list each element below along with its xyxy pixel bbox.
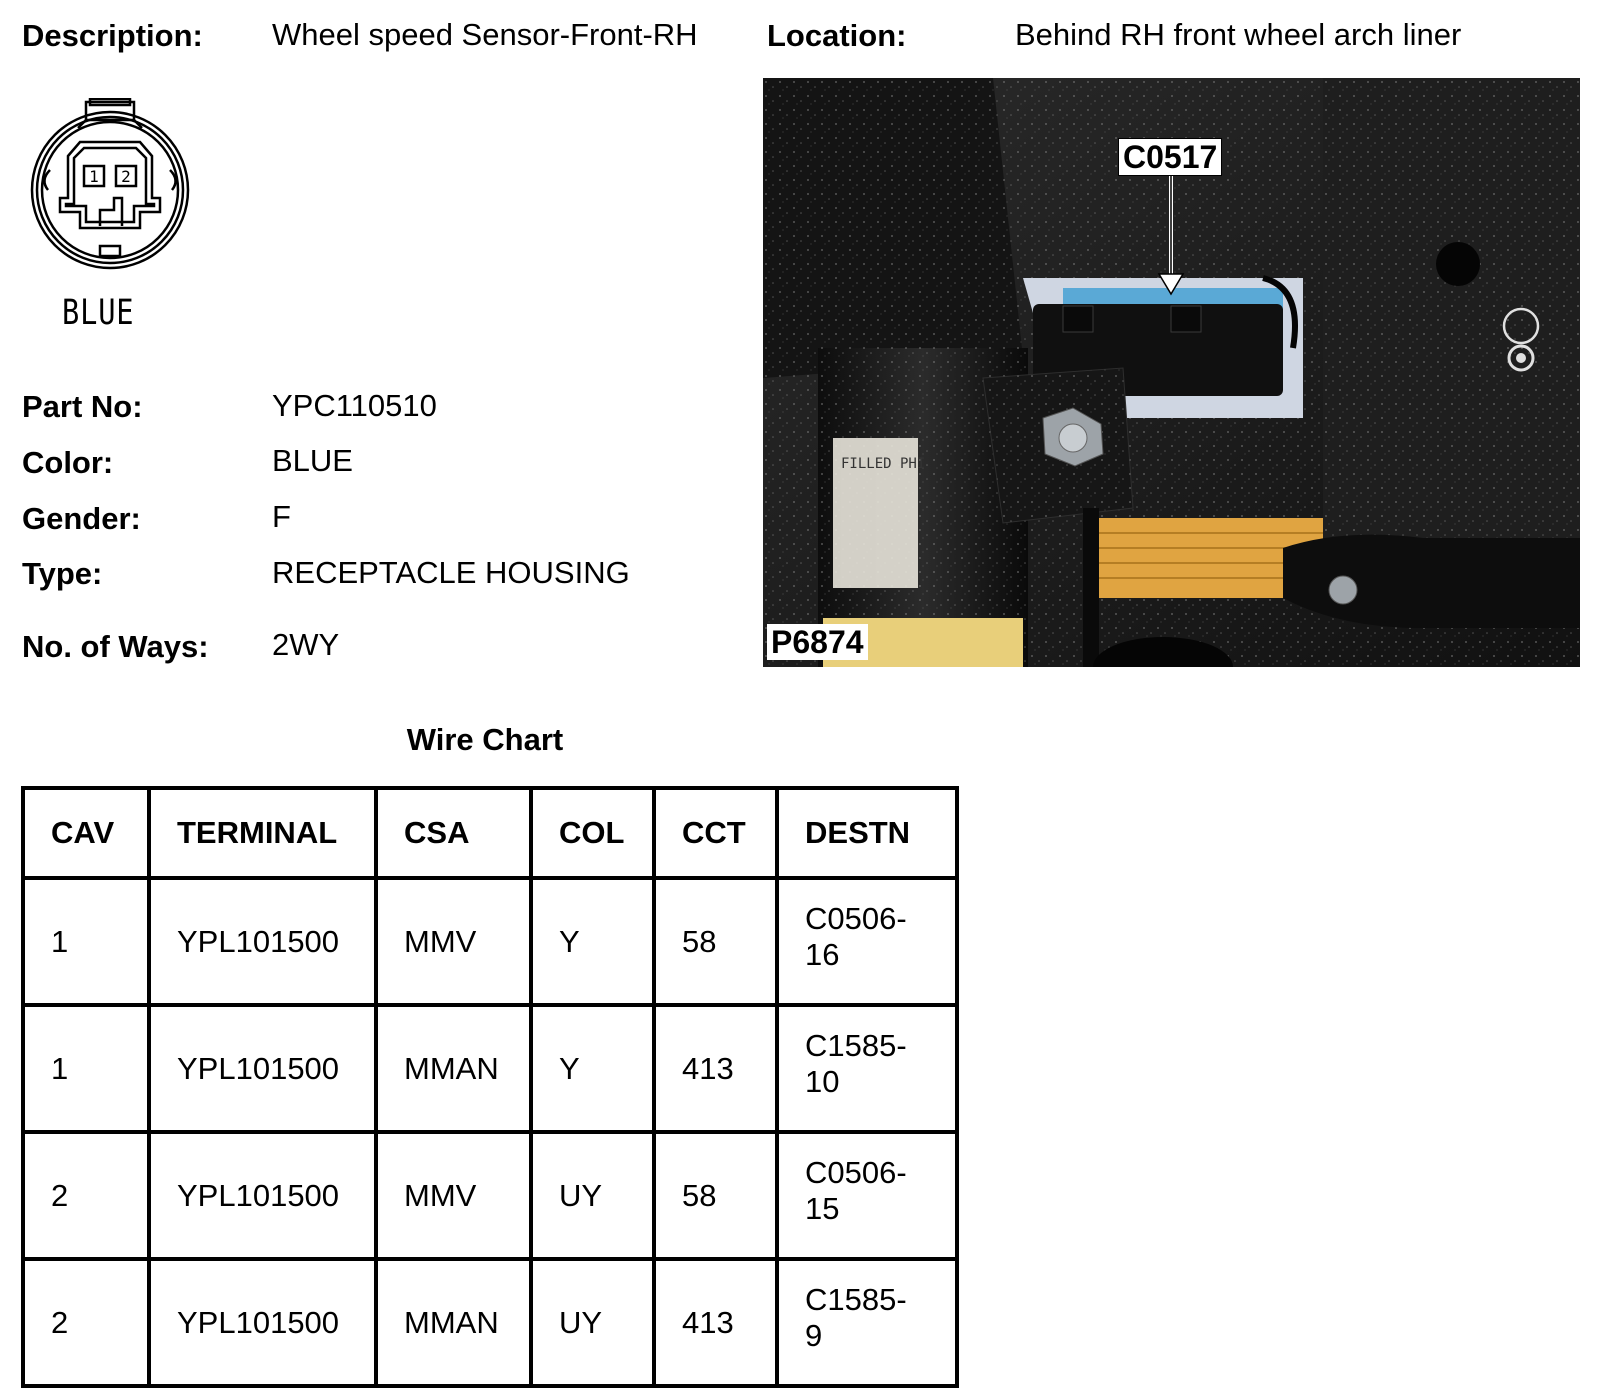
cell-csa: MMAN xyxy=(376,1005,531,1132)
color-label: Color: xyxy=(22,445,114,480)
cell-cct: 58 xyxy=(654,1132,777,1259)
location-value: Behind RH front wheel arch liner xyxy=(1015,17,1462,52)
photo-connector-callout: C0517 xyxy=(1118,138,1222,176)
cell-csa: MMAN xyxy=(376,1259,531,1386)
cell-col: Y xyxy=(531,1005,654,1132)
cell-terminal: YPL101500 xyxy=(149,878,376,1005)
cell-terminal: YPL101500 xyxy=(149,1132,376,1259)
connector-face-icon xyxy=(28,98,192,278)
wire-chart-title: Wire Chart xyxy=(406,722,564,757)
cell-col: UY xyxy=(531,1259,654,1386)
cell-terminal: YPL101500 xyxy=(149,1259,376,1386)
cell-cct: 413 xyxy=(654,1005,777,1132)
cell-cav: 2 xyxy=(23,1132,149,1259)
cell-destn: C0506- 15 xyxy=(777,1132,957,1259)
table-row xyxy=(23,1005,957,1132)
gender-value: F xyxy=(272,499,291,534)
cell-terminal: YPL101500 xyxy=(149,1005,376,1132)
wire-chart-header-row xyxy=(23,788,957,878)
location-label: Location: xyxy=(767,18,907,53)
cell-cct: 58 xyxy=(654,878,777,1005)
table-row xyxy=(23,1132,957,1259)
col-header-cav: CAV xyxy=(23,788,149,878)
sticker-text: FILLED PHI xyxy=(841,456,926,472)
connector-color-label: BLUE xyxy=(62,293,135,333)
col-header-csa: CSA xyxy=(376,788,531,878)
table-row xyxy=(23,878,957,1005)
cell-cav: 1 xyxy=(23,878,149,1005)
col-header-cct: CCT xyxy=(654,788,777,878)
cell-csa: MMV xyxy=(376,1132,531,1259)
cell-destn: C0506- 16 xyxy=(777,878,957,1005)
part-no-value: YPC110510 xyxy=(272,388,437,423)
col-header-destn: DESTN xyxy=(777,788,957,878)
cell-destn: C1585- 10 xyxy=(777,1005,957,1132)
cell-cct: 413 xyxy=(654,1259,777,1386)
connector-face-diagram xyxy=(28,98,192,278)
pin-1-label: 1 xyxy=(89,167,99,186)
color-value: BLUE xyxy=(272,443,353,478)
photo-id-label: P6874 xyxy=(767,624,868,660)
description-value: Wheel speed Sensor-Front-RH xyxy=(272,17,698,52)
location-photo xyxy=(763,78,1580,667)
gender-label: Gender: xyxy=(22,501,141,536)
description-label: Description: xyxy=(22,18,203,53)
cell-destn: C1585- 9 xyxy=(777,1259,957,1386)
cell-csa: MMV xyxy=(376,878,531,1005)
pin-2-label: 2 xyxy=(121,167,131,186)
cell-cav: 1 xyxy=(23,1005,149,1132)
type-label: Type: xyxy=(22,556,103,591)
cell-col: UY xyxy=(531,1132,654,1259)
type-value: RECEPTACLE HOUSING xyxy=(272,555,630,590)
part-no-label: Part No: xyxy=(22,389,143,424)
cell-col: Y xyxy=(531,878,654,1005)
ways-value: 2WY xyxy=(272,627,340,662)
col-header-col: COL xyxy=(531,788,654,878)
ways-label: No. of Ways: xyxy=(22,629,209,664)
col-header-terminal: TERMINAL xyxy=(149,788,376,878)
table-row xyxy=(23,1259,957,1386)
wire-chart-table xyxy=(21,786,959,1388)
cell-cav: 2 xyxy=(23,1259,149,1386)
